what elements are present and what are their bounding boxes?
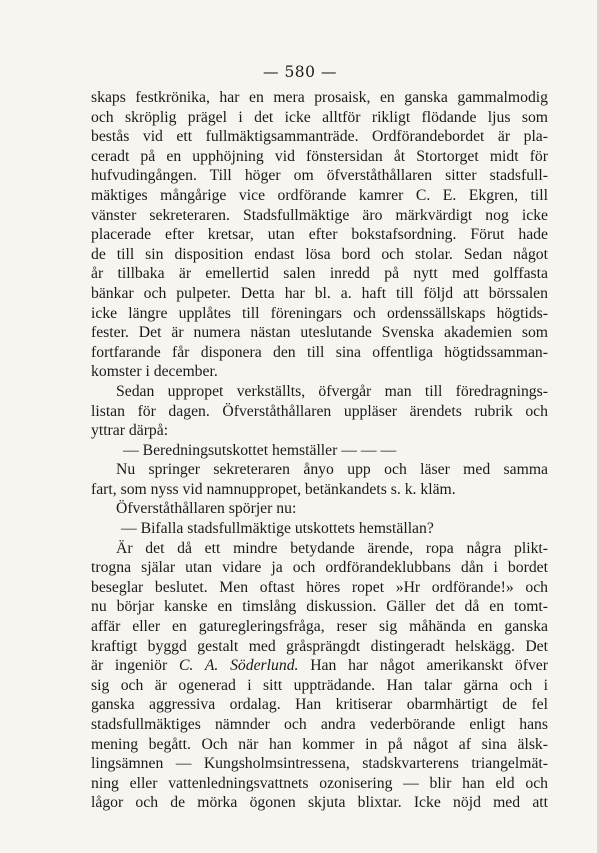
text-line: beseglar beslutet. Men oftast höres ropet »Hr ordförande!» och: [91, 578, 548, 596]
text-line: ceradt på en upphöjning vid fönstersidan åt Stortorget midt för: [91, 147, 548, 165]
text-line: — Beredningsutskottet hemställer — — —: [123, 441, 397, 459]
text-line: mäktiges mångårige vice ordförande kamrer C. E. Ekgren, till: [91, 186, 548, 204]
text-line: bestås vid ett fullmäktigsammanträde. Ordförandebordet är pla-: [91, 128, 548, 146]
text-line: fester. Det är numera nästan uteslutande Svenska akademien som: [91, 324, 548, 342]
text-line: sig och är ogenerad i sitt uppträdande. Han talar gärna och i: [91, 676, 548, 694]
person-name: C. A. Söderlund.: [178, 657, 299, 675]
text-line: vänster sekreteraren. Stadsfullmäktige äro märkvärdigt nog icke: [91, 206, 548, 224]
text-line: Är det då ett mindre betydande ärende, ropa några plikt-: [116, 539, 548, 557]
text-line: år tillbaka är emellertid salen inredd på nytt med golffasta: [91, 265, 548, 283]
text-line: kraftigt byggd gestalt med gråsprängdt distingeradt helskägg. Det: [91, 637, 548, 655]
text-line: fart, som nyss vid namnuppropet, betänkandets s. k. kläm.: [91, 480, 456, 498]
text-line: — Bifalla stadsfullmäktige utskottets hemställan?: [121, 520, 434, 538]
text-line: icke längre upplåtes till föreningars och ordenssällskaps högtids-: [91, 304, 548, 322]
text-line: nu börjar kanske en timslång diskussion. Gäller det då en tomt-: [91, 598, 548, 616]
text-line: Nu springer sekreteraren ånyo upp och läser med samma: [116, 461, 548, 479]
body-text: [91, 88, 548, 813]
text-line: ning eller vattenledningsvattnets ozonisering — blir han eld och: [91, 774, 548, 792]
text-line: fortfarande får disponera den till sina offentliga högtidssamman-: [91, 343, 548, 361]
text-line: placerade efter kretsar, utan efter bokstafsordning. Förut hade: [91, 226, 548, 244]
text-line: lingsämnen — Kungsholmsintressena, stadskvarterens triangelmät-: [91, 755, 548, 773]
text-fragment: Han har något amerikanskt öfver: [298, 657, 548, 675]
page-number: — 580 —: [263, 63, 337, 81]
text-line: [91, 656, 548, 676]
text-line: Öfverståthållaren spörjer nu:: [116, 500, 297, 518]
text-line: yttrar därpå:: [91, 422, 169, 440]
text-line: komster i december.: [91, 363, 218, 381]
text-line: Sedan uppropet verkställts, öfvergår man till föredragnings-: [116, 382, 548, 400]
text-line: listan för dagen. Öfverståthållaren uppläser ärendets rubrik och: [91, 402, 548, 420]
text-line: lågor och de mörka ögonen skjuta blixtar. Icke nöjd med att: [91, 794, 548, 812]
text-line: bänkar och pulpeter. Detta har bl. a. haft till följd att börssalen: [91, 284, 548, 302]
text-line: skaps festkrönika, har en mera prosaisk, en ganska gammalmodig: [91, 89, 548, 106]
text-line: och skröplig prägel i det icke alltför rikligt flödande ljus som: [91, 108, 548, 126]
text-line: mening begått. Och när han kommer in på något af sina älsk-: [91, 735, 548, 753]
text-line: ganska aggressiva ordalag. Han kritiserar obarmhärtigt de fel: [91, 696, 548, 714]
text-line: affär eller en gaturegleringsfråga, reser sig måhända en ganska: [91, 618, 548, 636]
text-line: stadsfullmäktiges nämnder och andra vederbörande enligt hans: [91, 716, 548, 733]
text-line: de till sin disposition endast lösa bord och stolar. Sedan något: [91, 245, 548, 263]
text-fragment: är ingeniör: [91, 657, 179, 675]
text-line: trogna själar utan vidare ja och ordförandeklubbans dån i bordet: [91, 559, 548, 577]
text-line: hufvudingången. Till höger om öfverståthållaren sitter stadsfull-: [91, 167, 548, 185]
